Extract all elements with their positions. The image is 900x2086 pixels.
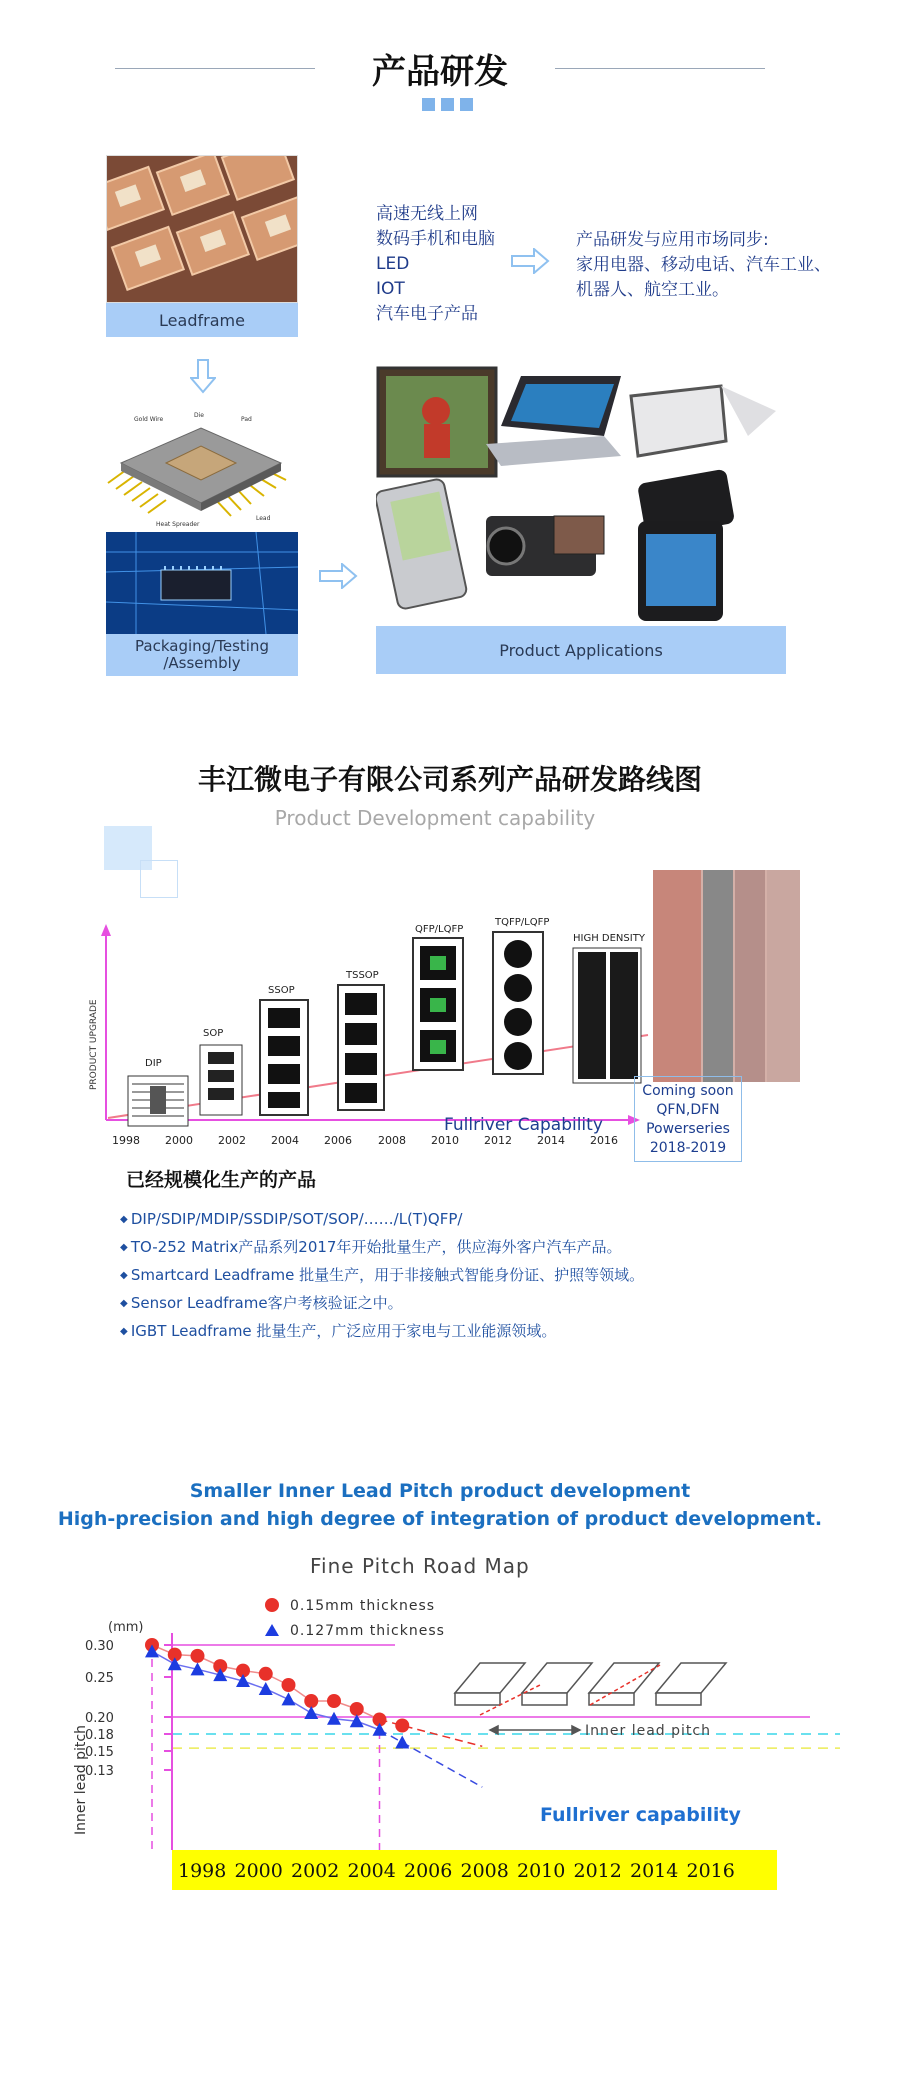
y-tick-label: 0.13 [85, 1764, 114, 1779]
package-label-ssop: SSOP [268, 985, 295, 996]
legend-series-2: 0.127mm thickness [290, 1623, 445, 1639]
pad-label: Pad [241, 416, 252, 423]
roadmap-subtitle: Product Development capability [274, 806, 596, 830]
x-tick-label: 2006 [404, 1860, 453, 1882]
list-item: ◆ Smartcard Leadframe 批量生产，用于非接触式智能身份证、护照等领域。 [120, 1261, 880, 1289]
package-label-dip: DIP [145, 1058, 162, 1069]
package-tssop-icon [338, 985, 384, 1110]
package-label-tqfp: TQFP/LQFP [495, 917, 550, 928]
mass-production-title: 已经规模化生产的产品 [126, 1169, 317, 1191]
title-rule-right [555, 68, 765, 69]
data-point-circle [327, 1694, 341, 1708]
y-axis-title: Inner lead pitch [73, 1725, 89, 1835]
package-high-density-icon [573, 948, 641, 1083]
mass-production-list [120, 1205, 880, 1345]
y-tick-label: 0.18 [85, 1728, 114, 1743]
coming-soon-line: QFN,DFN [656, 1102, 720, 1118]
legend-series-1: 0.15mm thickness [290, 1598, 436, 1614]
roadmap-year: 2000 [165, 1134, 193, 1147]
coming-soon-line: Powerseries [646, 1121, 730, 1137]
series-projection [380, 1730, 483, 1787]
market-item: LED [376, 254, 410, 274]
data-point-triangle [373, 1723, 387, 1736]
fullriver-capability-annotation: Fullriver capability [540, 1804, 741, 1826]
roadmap-year: 2002 [218, 1134, 246, 1147]
market-sync-line: 家用电器、移动电话、汽车工业、 [576, 255, 831, 275]
chip-package-diagram [106, 408, 298, 528]
market-sync-text [576, 228, 876, 303]
series-projection [380, 1720, 483, 1747]
market-item: 高速无线上网 [376, 204, 478, 224]
high-density-strip-image [653, 870, 800, 1082]
fine-pitch-heading-2: High-precision and high degree of integration of product development. [57, 1508, 823, 1530]
package-label-high-density: HIGH DENSITY [573, 933, 645, 944]
data-point-triangle [304, 1706, 318, 1719]
chart-title: Fine Pitch Road Map [310, 1554, 530, 1578]
roadmap-year: 1998 [112, 1134, 140, 1147]
lead-label: Lead [256, 515, 271, 522]
data-point-circle [304, 1694, 318, 1708]
y-tick-label: 0.20 [85, 1711, 114, 1726]
package-qfp-icon [413, 938, 463, 1070]
x-tick-label: 2002 [291, 1860, 340, 1882]
package-label-tssop: TSSOP [346, 970, 379, 981]
heat-spreader-label: Heat Spreader [156, 521, 200, 528]
market-item: 数码手机和电脑 [376, 229, 495, 249]
x-tick-label: 2014 [630, 1860, 679, 1882]
inner-lead-pitch-label: Inner lead pitch [585, 1723, 711, 1739]
x-tick-label: 2016 [686, 1860, 735, 1882]
coming-soon-line: Coming soon [642, 1083, 734, 1099]
title-rule-left [115, 68, 315, 69]
market-sync-line: 机器人、航空工业。 [576, 280, 729, 300]
data-point-circle [191, 1649, 205, 1663]
arrow-down-icon [190, 358, 216, 394]
packaging-label: Packaging/Testing /Assembly [106, 634, 298, 676]
die-label: Die [194, 412, 204, 419]
data-point-triangle [395, 1736, 409, 1749]
list-item: ◆ TO-252 Matrix产品系列2017年开始批量生产，供应海外客户汽车产品。 [120, 1233, 880, 1261]
arrow-right-icon [318, 563, 358, 589]
roadmap-year: 2008 [378, 1134, 406, 1147]
roadmap-year: 2016 [590, 1134, 618, 1147]
x-tick-label: 2010 [517, 1860, 566, 1882]
market-item: IOT [376, 279, 405, 299]
section-title-rnd: 产品研发 [372, 52, 508, 92]
leadframe-label: Leadframe [106, 303, 298, 337]
package-tqfp-icon [493, 932, 543, 1074]
x-tick-label: 2004 [347, 1860, 396, 1882]
circuit-board-image [106, 532, 298, 634]
gold-wire-label: Gold Wire [134, 416, 164, 423]
market-list [376, 202, 526, 327]
data-point-triangle [282, 1692, 296, 1705]
title-decoration [422, 96, 479, 115]
list-item: ◆ Sensor Leadframe客户考核验证之中。 [120, 1289, 880, 1317]
list-item: ◆ DIP/SDIP/MDIP/SSDIP/SOT/SOP/……/L(T)QFP/ [120, 1205, 880, 1233]
y-tick-label: 0.15 [85, 1745, 114, 1760]
market-item: 汽车电子产品 [376, 304, 478, 324]
package-label-qfp: QFP/LQFP [415, 924, 464, 935]
fullriver-capability-label: Fullriver Capability [444, 1115, 603, 1135]
list-item: ◆ IGBT Leadframe 批量生产，广泛应用于家电与工业能源领域。 [120, 1317, 880, 1345]
legend-marker-triangle [265, 1624, 279, 1636]
roadmap-year: 2012 [484, 1134, 512, 1147]
roadmap-year: 2014 [537, 1134, 565, 1147]
x-tick-label: 2008 [460, 1860, 509, 1882]
legend-marker-circle [265, 1598, 279, 1612]
y-unit-label: (mm) [108, 1620, 144, 1635]
data-point-triangle [236, 1674, 250, 1687]
coming-soon-line: 2018-2019 [649, 1140, 727, 1156]
package-label-sop: SOP [203, 1028, 224, 1039]
data-point-triangle [259, 1682, 273, 1695]
roadmap-year: 2004 [271, 1134, 299, 1147]
data-point-circle [395, 1719, 409, 1733]
data-point-circle [259, 1667, 273, 1681]
package-ssop-icon [260, 1000, 308, 1115]
y-tick-label: 0.25 [85, 1671, 114, 1686]
leadframe-image [106, 155, 298, 303]
product-applications-label: Product Applications [376, 626, 786, 674]
x-tick-label: 1998 [178, 1860, 227, 1882]
package-sop-icon [200, 1045, 242, 1115]
roadmap-y-label: PRODUCT UPGRADE [89, 999, 99, 1090]
package-dip-icon [128, 1076, 188, 1126]
y-tick-label: 0.30 [85, 1639, 114, 1654]
x-tick-label: 2000 [234, 1860, 283, 1882]
data-point-circle [350, 1702, 364, 1716]
roadmap-year: 2006 [324, 1134, 352, 1147]
coming-soon-box [634, 1076, 742, 1162]
arrow-right-icon [510, 248, 550, 274]
roadmap-year: 2010 [431, 1134, 459, 1147]
roadmap-title: 丰江微电子有限公司系列产品研发路线图 [197, 763, 702, 796]
fine-pitch-heading-1: Smaller Inner Lead Pitch product development [189, 1480, 691, 1502]
data-point-circle [282, 1678, 296, 1692]
fine-pitch-chart [60, 1545, 880, 1895]
market-sync-line: 产品研发与应用市场同步: [576, 230, 769, 250]
product-applications-image [376, 366, 786, 626]
x-tick-label: 2012 [573, 1860, 622, 1882]
